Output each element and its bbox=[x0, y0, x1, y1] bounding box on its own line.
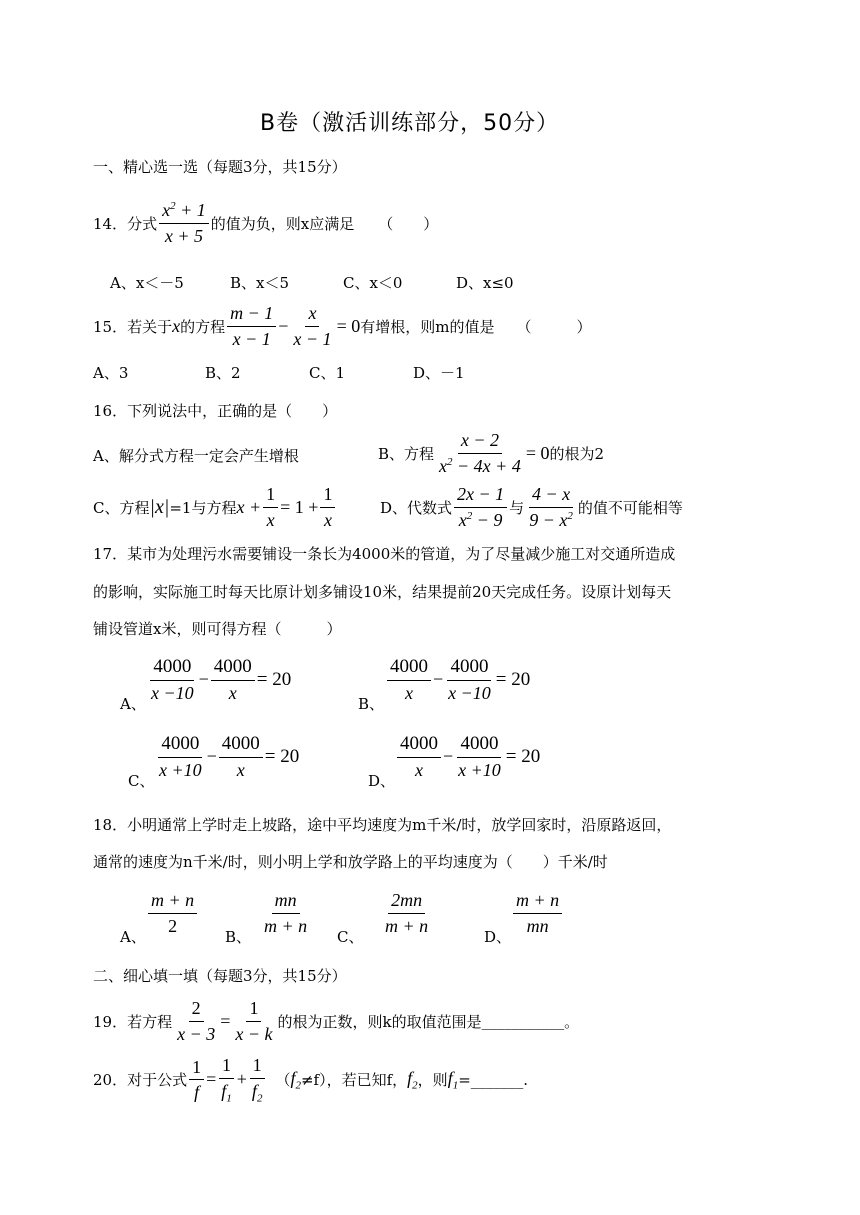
q19-suffix: 的根为正数，则k的取值范围是 bbox=[277, 1012, 482, 1031]
q16-b-suffix: 的根为2 bbox=[549, 444, 605, 463]
q20-answer-blank[interactable]: =_______ bbox=[458, 1070, 524, 1089]
section-heading-fill: 二、细心填一填（每题3分，共15分） bbox=[93, 967, 347, 985]
q18-option-b: $\frac{mn}{m + n}$ bbox=[264, 890, 308, 936]
q20-condition: ≠f），若已知f， bbox=[300, 1071, 408, 1090]
q14-answer-paren: （ ） bbox=[378, 214, 439, 233]
q17-line-2: 的影响，实际施工时每天比原计划多铺设10米，结果提前20天完成任务。设原计划每天 bbox=[93, 583, 672, 601]
q14-option-a: A、x＜－5 bbox=[110, 274, 184, 292]
q16-c-fraction-2: $\frac{1}{x}$ bbox=[320, 484, 335, 530]
q18-line-1: 18．小明通常上学时走上坡路，途中平均速度为m千米/时，放学回家时，沿原路返回， bbox=[93, 816, 672, 834]
question-20: 20．对于公式 $\frac{1}{f}$ = $\frac{1}{f_1}$ + $\frac{1}{f_2}$ （ $f_2$ ≠f），若已知f， $f_2$ ，则 $f_1$ =_______ . bbox=[93, 1055, 529, 1105]
q17-option-c: $\frac{4000}{x +10}$ − $\frac{4000}{x}$ = 20 bbox=[159, 733, 300, 780]
q15-mid: 的方程 bbox=[180, 317, 226, 336]
question-16-stem: 16．下列说法中，正确的是（ ） bbox=[93, 402, 338, 420]
q15-answer-paren: （ ） bbox=[516, 317, 592, 336]
q17-option-a: $\frac{4000}{x -10}$ − $\frac{4000}{x}$ = 20 bbox=[151, 656, 292, 703]
q15-var: x bbox=[172, 315, 181, 336]
q18-label-a: A、 bbox=[120, 928, 146, 946]
q16-option-a: A、解分式方程一定会产生增根 bbox=[93, 447, 299, 465]
section-heading-choice: 一、精心选一选（每题3分，共15分） bbox=[93, 158, 347, 176]
q20-end: . bbox=[523, 1070, 529, 1089]
question-19: 19．若方程 $\frac{2}{x - 3}$ = $\frac{1}{x - k}$ 的根为正数，则k的取值范围是 ___________ 。 bbox=[93, 998, 580, 1044]
q16-d-suffix: 的值不可能相等 bbox=[577, 498, 683, 517]
q19-answer-blank[interactable]: ___________ bbox=[481, 1012, 565, 1031]
q20-cond-open: （ bbox=[275, 1071, 291, 1090]
q18-option-a: $\frac{m + n}{2}$ bbox=[146, 890, 199, 936]
q16-b-fraction: $\frac{x - 2}{x^2 - 4x + 4}$ bbox=[439, 430, 521, 476]
q16-option-d bbox=[380, 484, 683, 530]
question-14 bbox=[93, 200, 438, 246]
q15-fraction-2: $\frac{x}{x - 1}$ bbox=[293, 303, 332, 349]
q15-prefix: 15．若关于 bbox=[93, 317, 173, 336]
q16-d-fraction-1: $\frac{2x - 1}{x^2 - 9}$ bbox=[454, 484, 507, 530]
q14-option-c: C、x＜0 bbox=[343, 274, 403, 292]
q14-option-b: B、x＜5 bbox=[230, 274, 290, 292]
q15-option-b: B、2 bbox=[205, 364, 241, 382]
q16-d-mid: 与 bbox=[509, 498, 525, 517]
q18-line-2: 通常的速度为n千米/时，则小明上学和放学路上的平均速度为（ ）千米/时 bbox=[93, 853, 608, 871]
q14-suffix: 的值为负，则x应满足 bbox=[210, 214, 355, 233]
q17-option-d: $\frac{4000}{x}$ − $\frac{4000}{x +10}$ = 20 bbox=[395, 733, 540, 781]
q15-option-c: C、1 bbox=[309, 364, 346, 382]
q14-fraction: $\frac{x^2 + 1}{x + 5}$ bbox=[159, 200, 209, 246]
q16-option-b: B、方程 $\frac{x - 2}{x^2 - 4x + 4}$ = 0 的根为2 bbox=[378, 430, 605, 476]
q18-label-c: C、 bbox=[337, 928, 364, 946]
q16-d-prefix: D、代数式 bbox=[380, 498, 453, 517]
q17-option-b: $\frac{4000}{x}$ − $\frac{4000}{x -10}$ = 20 bbox=[385, 656, 530, 704]
q15-fraction-1: $\frac{m - 1}{x - 1}$ bbox=[227, 303, 276, 349]
page-title: B卷（激活训练部分，50分） bbox=[260, 111, 560, 136]
q19-end: 。 bbox=[564, 1012, 580, 1031]
q17-line-3: 铺设管道x米，则可得方程（ ） bbox=[93, 620, 342, 638]
q17-label-b: B、 bbox=[358, 695, 385, 713]
q20-then: ，则 bbox=[417, 1071, 448, 1090]
q19-prefix: 19．若方程 bbox=[93, 1012, 173, 1031]
q16-b-prefix: B、方程 bbox=[378, 444, 435, 463]
q17-line-1: 17．某市为处理污水需要铺设一条长为4000米的管道，为了尽量减少施工对交通所造成 bbox=[93, 545, 676, 563]
q16-d-fraction-2: $\frac{4 - x}{9 - x^2}$ bbox=[529, 484, 573, 530]
q18-option-c: $\frac{2mn}{m + n}$ bbox=[385, 890, 429, 936]
q14-option-d: D、x≤0 bbox=[456, 274, 514, 292]
q15-suffix: 有增根，则m的值是 bbox=[360, 317, 495, 336]
q16-c-prefix: C、方程 bbox=[93, 498, 150, 517]
q20-prefix: 20．对于公式 bbox=[93, 1071, 188, 1090]
q15-option-a: A、3 bbox=[93, 364, 129, 382]
q17-label-a: A、 bbox=[120, 695, 146, 713]
q18-option-d: $\frac{m + n}{mn}$ bbox=[511, 890, 564, 936]
q16-option-c: C、方程 |x| =1与方程 x + $\frac{1}{x}$ = 1 + $\frac{1}{x}$ bbox=[93, 484, 337, 530]
q18-label-d: D、 bbox=[484, 928, 512, 946]
q18-label-b: B、 bbox=[225, 928, 252, 946]
q14-prefix: 14．分式 bbox=[93, 214, 158, 233]
q16-c-fraction-1: $\frac{1}{x}$ bbox=[263, 484, 278, 530]
q17-label-c: C、 bbox=[128, 772, 155, 790]
question-15: 15．若关于 x 的方程 $\frac{m - 1}{x - 1}$ − $\frac{x}{x - 1}$ = 0 有增根，则m的值是 （ ） bbox=[93, 303, 592, 349]
q15-option-d: D、－1 bbox=[413, 364, 465, 382]
q16-c-mid: =1与方程 bbox=[169, 498, 237, 517]
q17-label-d: D、 bbox=[368, 772, 396, 790]
